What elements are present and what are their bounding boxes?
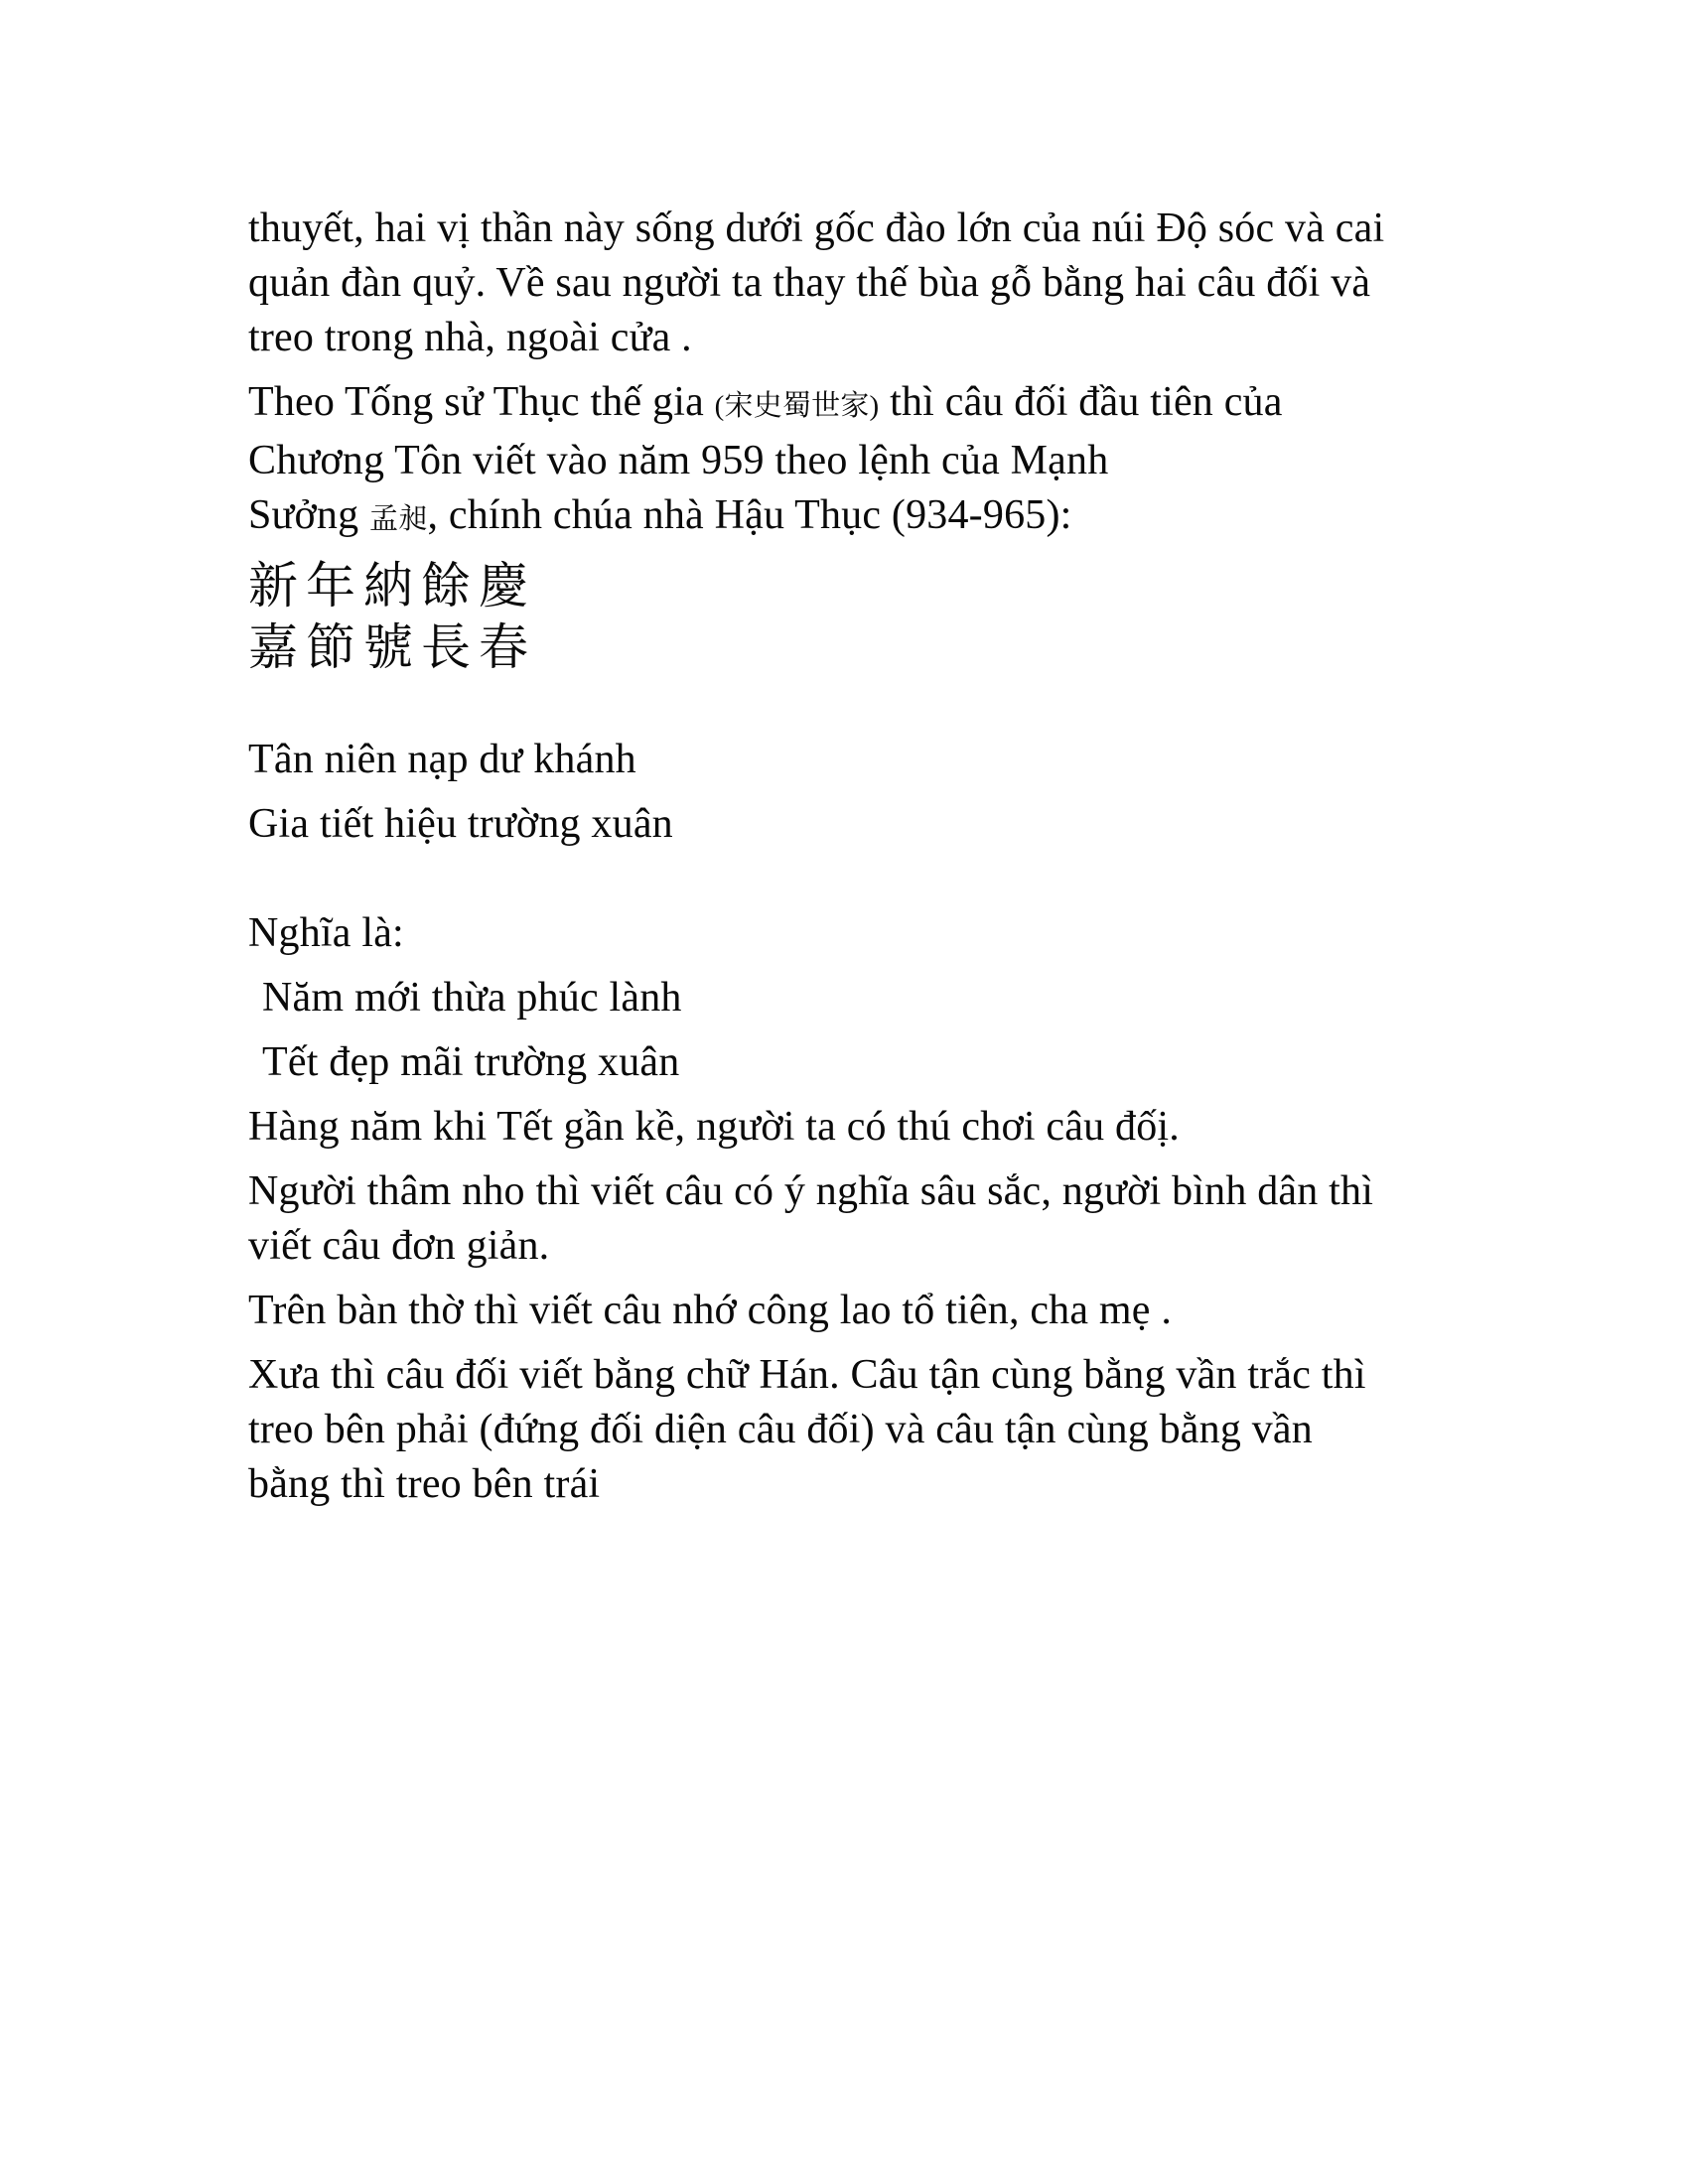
text-segment: Xưa thì câu đối viết bằng chữ Hán. Câu tận cùng bằng vần trắc thì: [248, 1352, 1366, 1398]
text-segment: Tân niên nạp dư khánh: [248, 737, 636, 782]
text-line: [248, 733, 1460, 787]
han-inline-text: 孟昶: [369, 503, 428, 535]
text-line: [248, 1219, 1460, 1274]
text-line: [248, 971, 1460, 1025]
text-segment: Theo Tống sử Thục thế gia: [248, 379, 715, 425]
text-segment: Nghĩa là:: [248, 910, 404, 956]
text-line: [248, 375, 1460, 434]
text-segment: Hàng năm khi Tết gần kề, người ta có thú chơi câu đốị.: [248, 1104, 1180, 1150]
text-line: [248, 797, 1460, 852]
text-line: [248, 1403, 1460, 1457]
text-segment: quản đàn quỷ. Về sau người ta thay thế bùa gỗ bằng hai câu đối và: [248, 260, 1371, 306]
text-line: [248, 488, 1460, 547]
text-segment: bằng thì treo bên trái: [248, 1461, 601, 1507]
document-text-block: [248, 202, 1460, 1512]
text-segment: , chính chúa nhà Hậu Thục (934-965):: [427, 492, 1072, 538]
text-line: [248, 434, 1460, 488]
text-segment: treo trong nhà, ngoài cửa .: [248, 315, 692, 360]
text-segment: Chương Tôn viết vào năm 959 theo lệnh của Mạnh: [248, 438, 1109, 483]
text-segment: treo bên phải (đứng đối diện câu đối) và câu tận cùng bằng vần: [248, 1407, 1313, 1452]
text-segment: Tết đẹp mãi trường xuân: [262, 1039, 680, 1085]
text-line: [248, 256, 1460, 311]
text-line: [248, 906, 1460, 961]
text-segment: viết câu đơn giản.: [248, 1223, 550, 1269]
han-couplet-line: [248, 555, 1460, 616]
text-segment: thì câu đối đầu tiên của: [879, 379, 1283, 425]
text-line: [248, 1457, 1460, 1512]
text-segment: 新年納餘慶: [248, 558, 536, 614]
text-segment: Năm mới thừa phúc lành: [262, 975, 682, 1021]
text-line: [248, 1164, 1460, 1219]
text-line: [248, 1035, 1460, 1090]
text-line: [248, 1100, 1460, 1155]
text-segment: Gia tiết hiệu trường xuân: [248, 801, 673, 847]
text-segment: Trên bàn thờ thì viết câu nhớ công lao tổ tiên, cha mẹ .: [248, 1288, 1173, 1333]
text-segment: Sưởng: [248, 492, 370, 538]
text-line: [248, 1348, 1460, 1403]
text-line: [248, 311, 1460, 365]
han-couplet-line: [248, 616, 1460, 678]
text-segment: Người thâm nho thì viết câu có ý nghĩa sâu sắc, người bình dân thì: [248, 1168, 1374, 1214]
text-line: [248, 1284, 1460, 1338]
text-segment: thuyết, hai vị thần này sống dưới gốc đào lớn của núi Độ sóc và cai: [248, 205, 1385, 251]
text-segment: 嘉節號長春: [248, 619, 536, 675]
text-line: [248, 202, 1460, 256]
document-page: [248, 202, 1460, 1512]
han-inline-text: (宋史蜀世家): [714, 390, 880, 422]
